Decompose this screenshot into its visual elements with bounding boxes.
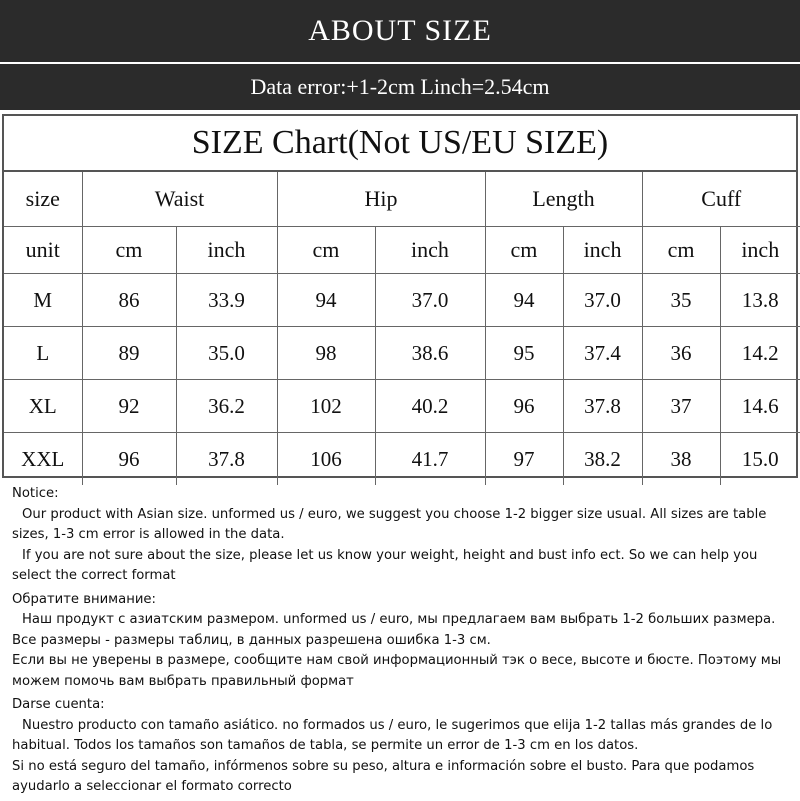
unit-header: inch: [176, 227, 277, 274]
notes-heading: Darse cuenta:: [12, 697, 105, 712]
size-table: [4, 172, 800, 485]
table-cell: 15.0: [720, 433, 800, 486]
unit-header: cm: [485, 227, 563, 274]
group-header-cuff: Cuff: [642, 172, 800, 227]
table-cell: 37.8: [176, 433, 277, 486]
unit-column-header: unit: [4, 227, 82, 274]
notes-english: [12, 484, 792, 587]
table-cell: 37: [642, 380, 720, 433]
unit-header: cm: [82, 227, 176, 274]
table-unit-row: [4, 227, 800, 274]
table-header-row: [4, 172, 800, 227]
notes-heading: Notice:: [12, 486, 59, 501]
table-cell: 98: [277, 327, 375, 380]
table-cell: 96: [82, 433, 176, 486]
notes-paragraph: Наш продукт с азиатским размером. unformed us / euro, мы предлагаем вам выбрать 1-2 больших размера. Все размеры - размеры таблиц, в данных разрешена ошибка 1-3 см.: [12, 612, 776, 648]
table-cell: 36: [642, 327, 720, 380]
size-chart-title: SIZE Chart(Not US/EU SIZE): [4, 116, 796, 172]
header-title: ABOUT SIZE: [0, 0, 800, 62]
table-cell: 35.0: [176, 327, 277, 380]
size-cell: M: [4, 274, 82, 327]
table-cell: 86: [82, 274, 176, 327]
table-cell: 38.2: [563, 433, 642, 486]
table-cell: 95: [485, 327, 563, 380]
header-subtitle: Data error:+1-2cm Linch=2.54cm: [0, 64, 800, 110]
table-cell: 14.2: [720, 327, 800, 380]
table-cell: 38.6: [375, 327, 485, 380]
notes-paragraph: Our product with Asian size. unformed us / euro, we suggest you choose 1-2 bigger size usual. All sizes are table sizes, 1-3 cm error is allowed in the data.: [12, 506, 767, 542]
table-cell: 102: [277, 380, 375, 433]
group-header-hip: Hip: [277, 172, 485, 227]
notes-section: [12, 484, 792, 801]
unit-header: cm: [642, 227, 720, 274]
table-cell: 14.6: [720, 380, 800, 433]
table-cell: 41.7: [375, 433, 485, 486]
size-cell: XXL: [4, 433, 82, 486]
size-chart: [2, 114, 798, 478]
unit-header: cm: [277, 227, 375, 274]
table-cell: 97: [485, 433, 563, 486]
table-cell: 40.2: [375, 380, 485, 433]
notes-spanish: [12, 695, 792, 798]
notes-russian: [12, 590, 792, 693]
table-cell: 33.9: [176, 274, 277, 327]
unit-header: inch: [563, 227, 642, 274]
group-header-waist: Waist: [82, 172, 277, 227]
notes-paragraph: Nuestro producto con tamaño asiático. no formados us / euro, le sugerimos que elija 1-2 tallas más grandes de lo habitual. Todos los tamaños son tamaños de tabla, se permite un error de 1-3 cm en los datos.: [12, 717, 773, 753]
notes-paragraph: Если вы не уверены в размере, сообщите нам свой информационный тэк о весе, высоте и бюсте. Поэтому мы можем помочь вам выбрать правильный формат: [12, 653, 782, 689]
notes-paragraph: Si no está seguro del tamaño, infórmenos sobre su peso, altura e información sobre el busto. Para que podamos ayudarlo a seleccionar el formato correcto: [12, 758, 755, 794]
unit-header: inch: [375, 227, 485, 274]
table-cell: 37.0: [375, 274, 485, 327]
table-cell: 37.4: [563, 327, 642, 380]
table-cell: 96: [485, 380, 563, 433]
notes-heading: Обратите внимание:: [12, 591, 156, 607]
unit-header: inch: [720, 227, 800, 274]
table-row: [4, 433, 800, 486]
table-cell: 94: [485, 274, 563, 327]
size-cell: XL: [4, 380, 82, 433]
table-cell: 37.0: [563, 274, 642, 327]
table-cell: 36.2: [176, 380, 277, 433]
table-row: [4, 327, 800, 380]
table-cell: 37.8: [563, 380, 642, 433]
table-cell: 38: [642, 433, 720, 486]
table-cell: 89: [82, 327, 176, 380]
size-cell: L: [4, 327, 82, 380]
table-cell: 92: [82, 380, 176, 433]
table-cell: 35: [642, 274, 720, 327]
table-cell: 13.8: [720, 274, 800, 327]
size-column-header: size: [4, 172, 82, 227]
notes-paragraph: If you are not sure about the size, please let us know your weight, height and bust info ect. So we can help you select the correct format: [12, 547, 758, 583]
table-row: [4, 380, 800, 433]
table-cell: 106: [277, 433, 375, 486]
table-cell: 94: [277, 274, 375, 327]
group-header-length: Length: [485, 172, 642, 227]
table-row: [4, 274, 800, 327]
